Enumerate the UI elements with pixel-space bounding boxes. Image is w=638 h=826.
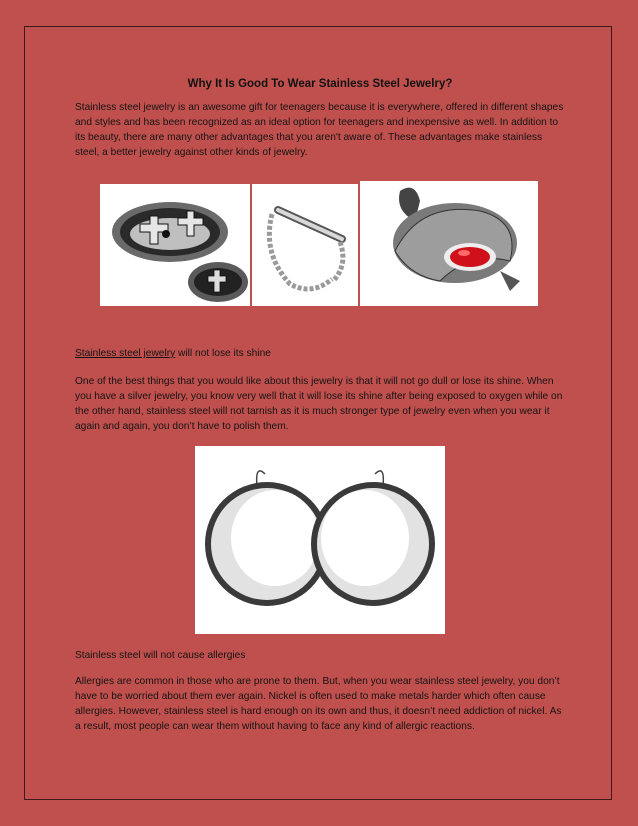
section1-heading	[75, 346, 565, 361]
cross-ring-image	[100, 184, 250, 306]
page-title: Why It Is Good To Wear Stainless Steel Jewelry?	[187, 78, 453, 90]
red-gem-icon	[450, 247, 490, 267]
section1-paragraph: One of the best things that you would like about this jewelry is that it will not go dull or lose its shine. When you have a silver jewelry, you know very well that it will lose its shine after being exposed to oxygen while on the other hand, stainless steel will not tarnish as it is much stronger type of jewelry even when you wear it again and again, you don’t have to polish them.	[75, 376, 563, 432]
bracelet-image	[252, 184, 358, 306]
winged-pendant-image	[360, 181, 538, 306]
section1-heading-rest: will not lose its shine	[175, 348, 271, 359]
section2-heading: Stainless steel will not cause allergies	[75, 650, 246, 661]
section2-paragraph: Allergies are common in those who are prone to them. But, when you wear stainless steel jewelry, you don’t have to be worried about them ever again. Nickel is often used to make metals harder which often cause allergies. However, stainless steel is hard enough on its own and thus, it doesn’t need addiction of nickel. As a result, most people can wear them without having to face any kind of allergic reactions.	[75, 676, 562, 732]
intro-paragraph: Stainless steel jewelry is an awesome gift for teenagers because it is everywhere, offered in different shapes and styles and has been recognized as an ideal option for teenagers and inexpensive as well. In addition to its beauty, there are many other advantages that you aren't aware of. These advantages make stainless steel, a better jewelry against other kinds of jewelry.	[75, 102, 564, 158]
hoop-earrings-image	[195, 446, 445, 634]
stainless-steel-jewelry-link[interactable]: Stainless steel jewelry	[75, 348, 176, 359]
